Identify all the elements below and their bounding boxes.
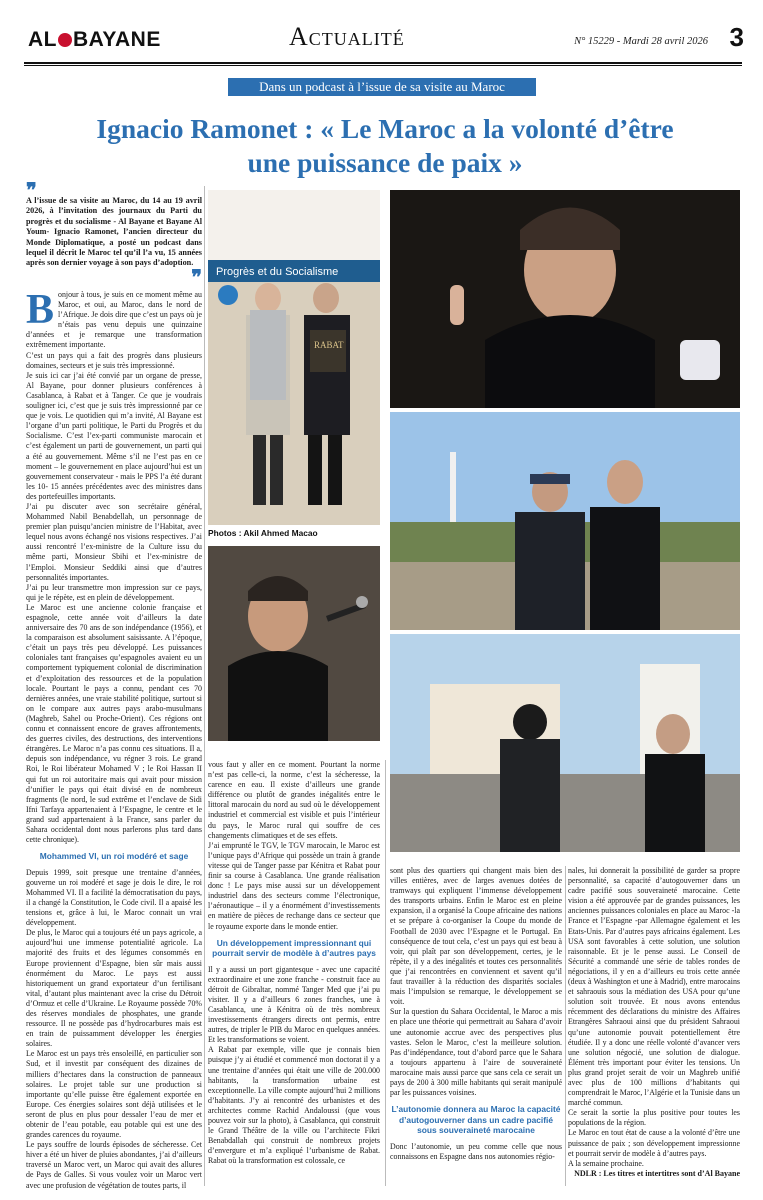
opening-quote-icon: ❞ [26, 180, 37, 202]
column-3-body [390, 866, 562, 1190]
section-title: Actualité [289, 22, 405, 51]
logo-al: AL [28, 28, 57, 51]
photo-street-buildings [390, 634, 740, 852]
headline [40, 112, 730, 180]
paragraph: Le Maroc est un pays très ensoleillé, en particulier son Sud, et il investit par conséquent des dizaines de milliers d’hectares dans la construction de panneaux solaires. Le projet table sur une production si importante qu’elle puisse être également exportée en Europe. Ces énergies solaires sont déjà utilisées et le seront de plus en plus pour dessaler l’eau de mer et obtenir de l’eau potable, eau potable qui est une des grandes carences du royaume. [26, 1049, 202, 1140]
closing-quote-icon: ❞ [191, 266, 202, 289]
paragraph: Le Maroc en tout état de cause a la volonté d’être une puissance de paix ; son développement impressionne et pourrait servir de modèle à d’autres pays. [568, 1128, 740, 1158]
banner-text: Progrès et du Socialisme [216, 266, 339, 278]
photo-portrait-speaking [390, 190, 740, 408]
paragraph: Donc l’autonomie, un peu comme celle que nous connaissons en Espagne dans nos autonomies régio- [390, 1141, 562, 1161]
column-divider [204, 186, 205, 1186]
photo-two-men-with-book [208, 190, 380, 525]
column-1-body [26, 290, 202, 1190]
paragraph: J’ai pu discuter avec son secrétaire général, Mohammed Nabil Benabdellah, un personnage de premier plan puisqu’ancien ministre de l’Habitat, avec lequel nous avons échangé nos visions respectives. J’ai aussi rencontré l’ex-ministre de la Culture issu du même parti, Monsieur Sbihi et l’ex-ministre de l’Emploi. Monsieur Seddiki ainsi que d’autres personnalités importantes. [26, 501, 202, 582]
book-title: RABAT [314, 340, 344, 350]
photo-speaker-microphone [208, 546, 380, 741]
photo-two-men-outdoors [390, 412, 740, 630]
paragraph: Sur la question du Sahara Occidental, le Maroc a mis en place une théorie qui permettrait au Sahara d’avoir une autonomie accrue avec des perspectives plus vastes. Selon le Maroc, c’est la meilleure solution. Pas d’indépendance, tout d’abord parce que le Sahara a toujours appartenu à l’aire de souveraineté marocaine mais aussi parce que sans cela ce serait un pays de 200 à 300 mille habitants qui serait manipulé par les puissances voisines. [390, 1007, 562, 1098]
chapo: A l’issue de sa visite au Maroc, du 14 au 19 avril 2026, à l’invitation des journaux du Parti du progrès et du socialisme - Al Bayane et Bayane Al Youm- Ignacio Ramonet, l’ancien directeur du Monde Diplomatique, a posté un podcast dans lequel il décrit le Maroc tel qu’il l’a vu, 15 années après son dernier voyage à son pays d’adoption. [26, 196, 202, 268]
column-divider [565, 866, 566, 1186]
paragraph: vous faut y aller en ce moment. Pourtant la norme n’est pas celle-ci, la norme, c’est la sécheresse, la carence en eau. Il existe d’ailleurs une grande différence ou plutôt de grandes inégalités entre le littoral marocain du nord au sud où le développement industriel et commercial est visible et puis l’intérieur du pays, le Maroc rural qui souffre de ces changements climatiques et de ses effets. [208, 760, 380, 840]
ndlr-note: NDLR : Les titres et intertitres sont d’Al Bayane [574, 1168, 740, 1178]
paragraph: Le Maroc est une ancienne colonie française et espagnole, cette année voit d’ailleurs la date anniversaire des 70 ans de son indépendance (1956), et la comparaison est absolument saisissante. A l’époque, c’était un pays très peu développé. Les puissances coloniales tant françaises qu’espagnoles avaient eu un comportement typiquement colonial de discrimination et d’exploitation des ressources et de la population locale. Pourtant le pays a connu, pendant ces 70 dernières années, une vraie stabilité politique, surtout si on le compare aux autres pays arabo-musulmans (Maghreb, Sahel ou Proche-Orient). Ces régions ont connu et connaissent encore de graves affrontements, des guerres civiles, des destructions, des interventions étrangères. Le Maroc n’a pas connu ces situations. Il a, depuis son indépendance, vu régner 3 rois. Le grand Roi, le Roi libérateur Mohamed V ; le Roi Hassan II qui fut un roi autoritaire mais qui avait pour mission d’unifier le pays qui était divisé en de nombreux fragments (le nord, le sud extrême et l’enclave de Sidi Ifni Tarfaya appartenaient à l’Espagne, le centre et le grand sud appartenaient à la France, sans parler du Sahara occidental dont nous parlerons plus tard dans cette chronique). [26, 602, 202, 845]
paragraph: onjour à tous, je suis en ce moment même au Maroc, et oui, au Maroc, dans le nord de l’Afrique. Je dois dire que c’est un pays où je n’étais pas venu depuis une quinzaine d’années et je remarque une transformation extrêmement importante. [26, 290, 202, 350]
page-number: 3 [729, 22, 744, 52]
logo-bayane: BAYANE [73, 28, 161, 51]
paragraph: A Rabat par exemple, ville que je connais bien puisque j’y ai étudié et commencé mon doctorat il y a une trentaine d’années qui était une ville de 200.000 habitants, la transformation urbaine est exceptionnelle. La ville compte aujourd’hui 2 millions d’habitants. J’y ai rencontré des urbanistes et des architectes comme Rachid Andaloussi (que vous pouvez voir sur la photo), à Casablanca, qui construit le Grand Théâtre de la ville ou l’architecte Fikri Benabdallah qui construit de nombreux projets d’envergure et m’a expliqué l’urbanisme de Rabat. Rabat où la transformation est colossale, ce [208, 1045, 380, 1166]
paragraph: Le pays souffre de lourds épisodes de sécheresse. Cet hiver a été un hiver de pluies abondantes, j’ai d’ailleurs traversé un Maroc vert, un Maroc qui avait des allures de Pays de Galles. Si vous voulez voir un Maroc vert avec une profusion de végétation de toutes parts, il [26, 1140, 202, 1190]
paragraph: Je suis ici car j’ai été convié par un organe de presse, Al Bayane, pour donner plusieurs conférences à Casablanca, à Rabat et à Tanger. Ce que je voudrais souligner ici, c’est que je suis très impressionné par ce que je vois. Le quotidien qui m’a invité, Al Bayane est l’organe d’un parti politique, le Parti du Progrès et du Socialisme. C’est l’ex-parti communiste marocain et c’est également un parti de gouvernement, un parti qui a été au gouvernement. Même s’il ne l’est pas en ce moment – le gouvernement en place aujourd’hui est un gouvernement conservateur - mais le PPS l’a été durant les 10- 15 années précédentes avec des ministres dans des portefeuilles importants. [26, 370, 202, 501]
paragraph: Ce serait la sortie la plus positive pour toutes les populations de la région. [568, 1108, 740, 1128]
subheading: L’autonomie donnera au Maroc la capacité d’autogouverner dans un cadre pacifié sous souveraineté marocaine [391, 1104, 561, 1136]
masthead-rule [24, 62, 742, 64]
paragraph: J’ai pu leur transmettre mon impression sur ce pays, qui je le répète, est en plein de développement. [26, 582, 202, 602]
paragraph: J’ai emprunté le TGV, le TGV marocain, le Maroc est l’unique pays d’Afrique qui possède un train à grande vitesse qui de Tanger passe par Kénitra et Rabat pour finir sa course à Casablanca. Une grande réalisation donc ! Le pays mise aussi sur un développement industriel dans des secteurs comme l’électronique, l’aéronautique – il y a énormément d’investissements en matière de pièces de rechange dans ce secteur que le royaume exporte dans le monde entier. [208, 840, 380, 931]
issue-info: N° 15229 - Mardi 28 avril 2026 [574, 36, 708, 47]
column-1-top [26, 180, 202, 289]
paragraph: nales, lui donnerait la possibilité de garder sa propre personnalité, sa capacité d’autogouverner dans un cadre pacifié sous souveraineté marocaine. Cette vision a été approuvée par de grandes puissances, les anciennes puissances coloniales en place au Maroc -la France et l’Espagne -par Allemagne également et les Etats-Unis. Par d’autres pays africains également. Les USA sont favorables à cette solution, une solution raisonnable. Et je le pense aussi. Le Conseil de Sécurité a commandé une série de tables rondes de négociations, il y en a d’ailleurs eu trois cette année (deux à Washington et une à Madrid), entre marocains et sahraouis sous la médiation des USA pour qu’une solution soit trouvée. Et nous avons entendus récemment des déclarations du ministre des Affaires Etrangères Sahraoui ainsi que du président Sahraoui qu’une autonomie pouvait potentiellement être étudiée. Il y a donc une réelle volonté d’avancer vers une solution négocié, une solution de dialogue. Élément très important pour éviter les tensions. Un plus grand projet serait de voir un Maghreb unifié avec plus de 100 millions d’habitants qui comprendrait le Maroc, l’Algérie et la Tunisie dans un marché commun. [568, 866, 740, 1108]
logo-dot-icon [58, 33, 72, 47]
paragraph: Il y a aussi un port gigantesque - avec une capacité extraordinaire et une zone franche - construit face au détroit de Gibraltar, nommé Tanger Med que j’ai pu visiter. Il y a d’ailleurs 6 zones franches, une à Casablanca, une à Kénitra où de très nombreux investissements étrangers directs ont permis, entre autres, de tripler le PIB du Maroc en quelques années. Et les transformations se voient. [208, 964, 380, 1045]
column-4-body [568, 866, 740, 1190]
paragraph: Depuis 1999, soit presque une trentaine d’années, gouverne un roi modéré et sage je dois le dire, le roi Mohammed VI. Il a facilité la démocratisation du pays, il a changé la Constitution, le Code civil. Il a apaisé les tensions et, grâce à lui, le Maroc connait un vrai développement. [26, 867, 202, 928]
masthead-rule-thin [24, 65, 742, 66]
kicker: Dans un podcast à l’issue de sa visite au Maroc [228, 78, 536, 96]
dropcap: B [26, 290, 55, 333]
paragraph: De plus, le Maroc qui a toujours été un pays agricole, a aujourd’hui une immense potentialité agricole. La majorité des fruits et des légumes consommés en Europe proviennent d’Espagne, bien sûr mais aussi énormément du Maroc. Le pays est aussi historiquement un grand exportateur d’un fertilisant vital, d’autant plus maintenant avec la crise du Détroit d’Ormuz et celle d’Ukraine. Le Royaume possède 70% des réserves mondiales de phosphates, une grande ressource. Il ne possède pas d’hydrocarbures mais est en train de puissamment développer les énergies solaires. [26, 928, 202, 1049]
subheading: Mohammed VI, un roi modéré et sage [39, 851, 189, 862]
newspaper-logo [28, 28, 161, 52]
paragraph: sont plus des quartiers qui changent mais bien des villes entières, avec de larges avenues dotées de tramways qui expliquent l’immense développement des transports urbains. Enfin le Maroc est en pleine expansion, il a organisé la Coupe africaine des nations et se prépare à co-organiser la Coupe du monde de Football de 2030 avec l’Espagne et le Portugal. En conséquence de tout cela, c’est un pays qui est beau à voir, qui plaît par son développement, certes, je le répète, il y a des inégalités et toutes ces personnalités que j’ai rencontrées en conviennent et savent qu’il faut travailler à la réduction des disparités sociales mais l’impulsion se remarque, le développement se voit. [390, 866, 562, 1007]
masthead [24, 22, 744, 58]
paragraph: C’est un pays qui a fait des progrès dans plusieurs domaines, secteurs et je suis très impressionné. [26, 350, 202, 370]
column-2-body [208, 760, 380, 1190]
headline-line-1: Ignacio Ramonet : « Le Maroc a la volonté d’être [96, 113, 674, 144]
subheading: Un développement impressionnant qui pourrait servir de modèle à d’autres pays [212, 937, 376, 959]
column-divider [385, 760, 386, 1186]
headline-line-2: une puissance de paix » [247, 147, 523, 178]
photo-caption: Photos : Akil Ahmed Macao [208, 528, 318, 538]
photo-two-men-with-book-image [208, 190, 380, 525]
paragraph: A la semaine prochaine. [568, 1158, 644, 1168]
